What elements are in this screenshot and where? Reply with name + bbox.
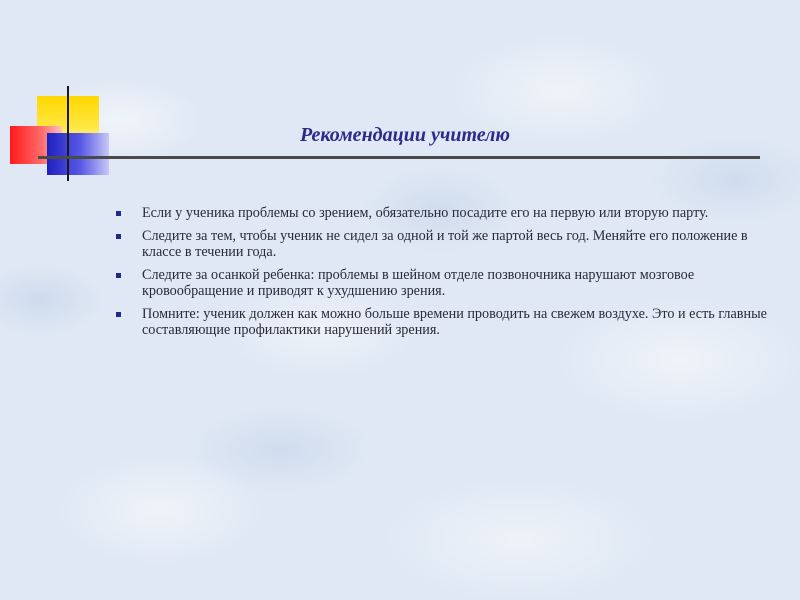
square-bullet-icon — [116, 234, 121, 239]
bullet-list — [116, 205, 776, 345]
slide-title: Рекомендации учителю — [300, 124, 510, 146]
bullet-text: Помните: ученик должен как можно больше времени проводить на свежем воздухе. Это и есть главные составляющие профилактики нарушений зрения. — [142, 305, 767, 338]
list-item — [116, 205, 776, 222]
list-item — [116, 306, 776, 339]
list-item — [116, 267, 776, 300]
list-item — [116, 228, 776, 261]
bullet-text: Следите за осанкой ребенка: проблемы в шейном отделе позвоночника нарушают мозговое кровообращение и приводят к ухудшению зрения. — [142, 266, 695, 299]
square-bullet-icon — [116, 312, 121, 317]
title-underline — [38, 156, 760, 159]
square-bullet-icon — [116, 211, 121, 216]
vertical-divider-line — [67, 86, 69, 181]
decorative-squares-logo — [0, 0, 140, 190]
bullet-text: Следите за тем, чтобы ученик не сидел за одной и той же партой весь год. Меняйте его положение в классе в течении года. — [142, 227, 748, 260]
blue-square — [47, 133, 109, 175]
bullet-text: Если у ученика проблемы со зрением, обязательно посадите его на первую или вторую парту. — [142, 205, 709, 221]
square-bullet-icon — [116, 273, 121, 278]
